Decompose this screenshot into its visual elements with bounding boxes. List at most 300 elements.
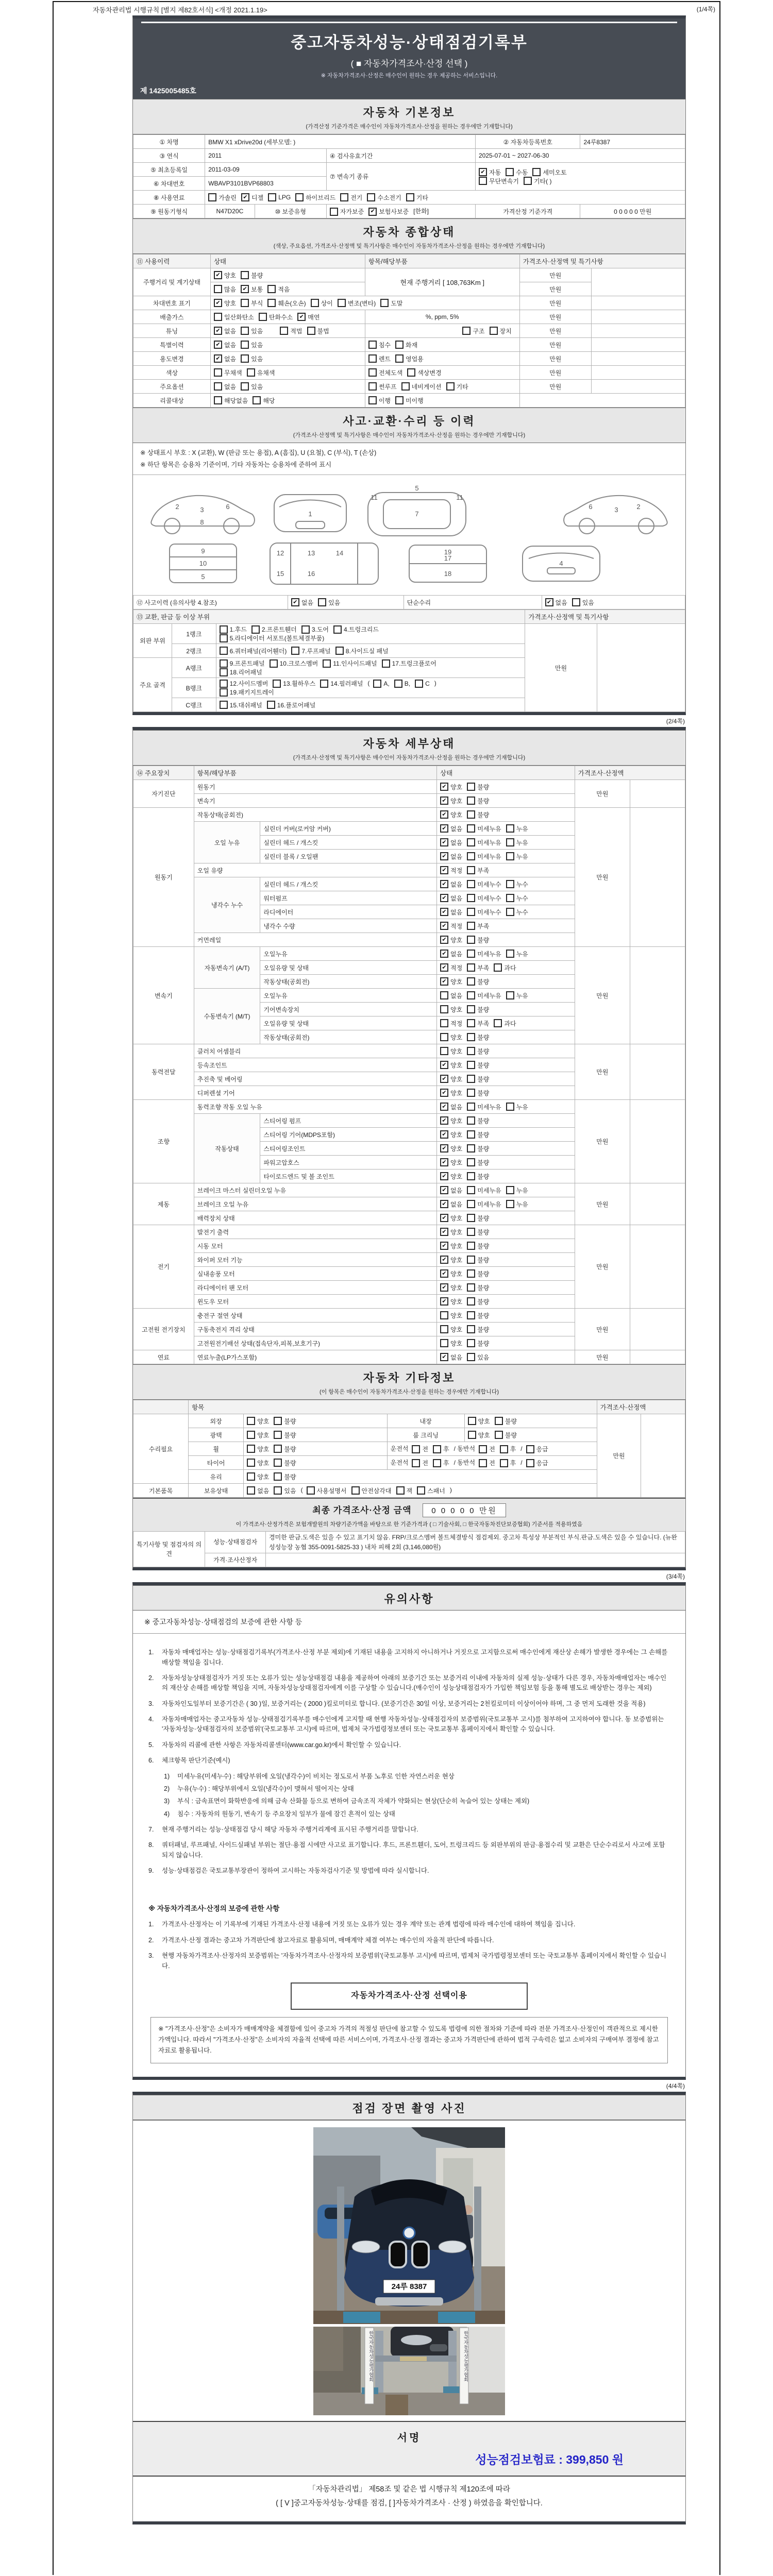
checkbox-option[interactable] [307,1486,347,1495]
checked-checkbox-icon[interactable]: ✔ [214,327,222,335]
checkbox-option[interactable] [526,1445,548,1453]
checkbox-option[interactable] [468,1417,490,1426]
checkbox-option[interactable] [440,1103,462,1111]
unchecked-checkbox-icon[interactable] [467,977,475,986]
checkbox-option[interactable] [467,1339,489,1348]
unchecked-checkbox-icon[interactable] [208,193,216,201]
checkbox-option[interactable] [494,963,516,972]
checkbox-option[interactable] [467,1353,489,1362]
checkbox-option[interactable] [295,193,335,202]
checkbox-option[interactable] [247,1472,269,1481]
checkbox-option[interactable] [440,1186,462,1195]
checkbox-option[interactable] [446,382,468,391]
checked-checkbox-icon[interactable]: ✔ [440,1228,448,1236]
checkbox-option[interactable] [506,852,528,861]
unchecked-checkbox-icon[interactable] [280,327,288,335]
unchecked-checkbox-icon[interactable] [467,894,475,902]
checkbox-option[interactable] [220,625,247,634]
checkbox-option[interactable] [267,285,290,294]
unchecked-checkbox-icon[interactable] [311,299,319,307]
checkbox-option[interactable] [490,327,512,335]
checkbox-option[interactable] [467,880,501,889]
unchecked-checkbox-icon[interactable] [467,1186,475,1194]
checked-checkbox-icon[interactable]: ✔ [440,1130,448,1139]
checkbox-option[interactable] [368,382,397,391]
checkbox-option[interactable] [506,1200,528,1209]
checkbox-option[interactable] [479,177,519,185]
unchecked-checkbox-icon[interactable] [338,299,346,307]
checkbox-option[interactable] [467,1172,489,1181]
unchecked-checkbox-icon[interactable] [467,866,475,874]
checkbox-option[interactable] [506,168,528,177]
checkbox-option[interactable] [506,838,528,847]
checked-checkbox-icon[interactable]: ✔ [479,168,487,176]
checkbox-option[interactable] [241,285,263,294]
checked-checkbox-icon[interactable]: ✔ [440,1144,448,1153]
unchecked-checkbox-icon[interactable] [506,852,514,860]
unchecked-checkbox-icon[interactable] [241,341,249,349]
unchecked-checkbox-icon[interactable] [467,1228,475,1236]
checkbox-option[interactable] [273,679,315,688]
checkbox-option[interactable] [396,1486,413,1495]
checkbox-option[interactable] [440,1144,462,1153]
checkbox-option[interactable] [220,701,262,709]
checkbox-option[interactable] [367,193,401,202]
checkbox-option[interactable] [440,1311,462,1320]
checkbox-option[interactable] [291,598,313,607]
checked-checkbox-icon[interactable]: ✔ [440,1075,448,1083]
checked-checkbox-icon[interactable]: ✔ [440,810,448,819]
unchecked-checkbox-icon[interactable] [467,852,475,860]
unchecked-checkbox-icon[interactable] [335,647,344,655]
unchecked-checkbox-icon[interactable] [274,1486,282,1495]
checkbox-option[interactable] [467,852,501,861]
checkbox-option[interactable] [440,838,462,847]
checkbox-option[interactable] [506,950,528,958]
checkbox-option[interactable] [467,1103,501,1111]
unchecked-checkbox-icon[interactable] [247,1486,255,1495]
checkbox-option[interactable] [440,950,462,958]
unchecked-checkbox-icon[interactable] [241,354,249,363]
unchecked-checkbox-icon[interactable] [214,382,222,391]
unchecked-checkbox-icon[interactable] [368,382,377,391]
checkbox-option[interactable] [440,1047,462,1056]
unchecked-checkbox-icon[interactable] [267,299,276,307]
unchecked-checkbox-icon[interactable] [467,1172,475,1180]
checkbox-option[interactable] [241,354,263,363]
unchecked-checkbox-icon[interactable] [253,396,261,404]
checkbox-option[interactable] [467,1116,489,1125]
unchecked-checkbox-icon[interactable] [395,341,404,349]
checkbox-option[interactable] [297,313,320,321]
unchecked-checkbox-icon[interactable] [433,1459,441,1467]
unchecked-checkbox-icon[interactable] [295,193,304,201]
checkbox-option[interactable] [368,341,391,349]
checkbox-option[interactable] [247,368,275,377]
unchecked-checkbox-icon[interactable] [467,922,475,930]
unchecked-checkbox-icon[interactable] [467,880,475,888]
checked-checkbox-icon[interactable]: ✔ [440,838,448,846]
unchecked-checkbox-icon[interactable] [274,1445,282,1453]
checkbox-option[interactable] [467,1186,501,1195]
checkbox-option[interactable] [330,207,364,216]
checkbox-option[interactable] [467,1228,489,1236]
unchecked-checkbox-icon[interactable] [495,1417,503,1425]
checkbox-option[interactable] [440,1130,462,1139]
unchecked-checkbox-icon[interactable] [467,1075,475,1083]
checkbox-option[interactable] [440,991,462,1000]
unchecked-checkbox-icon[interactable] [291,647,299,655]
checkbox-option[interactable] [500,1459,516,1467]
checkbox-option[interactable] [440,1269,462,1278]
checkbox-option[interactable] [333,625,379,634]
unchecked-checkbox-icon[interactable] [440,1325,448,1333]
checked-checkbox-icon[interactable]: ✔ [440,783,448,791]
checkbox-option[interactable] [495,1431,517,1439]
unchecked-checkbox-icon[interactable] [500,1459,508,1467]
checkbox-option[interactable] [440,880,462,889]
checkbox-option[interactable] [467,1242,489,1250]
checkbox-option[interactable] [401,382,442,391]
checkbox-option[interactable] [382,659,436,668]
checkbox-option[interactable] [506,824,528,833]
checkbox-option[interactable] [241,327,263,335]
unchecked-checkbox-icon[interactable] [273,680,281,688]
checkbox-option[interactable] [440,922,462,930]
checkbox-option[interactable] [440,1019,462,1028]
checkbox-option[interactable] [241,193,263,202]
checkbox-option[interactable] [247,1486,269,1495]
checkbox-option[interactable] [467,908,501,917]
checked-checkbox-icon[interactable]: ✔ [440,1214,448,1222]
unchecked-checkbox-icon[interactable] [467,1214,475,1222]
unchecked-checkbox-icon[interactable] [368,396,377,404]
checkbox-option[interactable] [274,1445,296,1453]
unchecked-checkbox-icon[interactable] [467,1019,475,1027]
checkbox-option[interactable] [440,1256,462,1264]
checkbox-option[interactable] [440,1061,462,1070]
checkbox-option[interactable] [479,1445,495,1453]
checkbox-option[interactable] [241,382,263,391]
checkbox-option[interactable] [335,647,389,655]
checkbox-option[interactable] [467,1297,489,1306]
checked-checkbox-icon[interactable]: ✔ [440,1297,448,1306]
checkbox-option[interactable] [220,647,287,655]
unchecked-checkbox-icon[interactable] [467,1116,475,1125]
checkbox-option[interactable] [440,1075,462,1083]
unchecked-checkbox-icon[interactable] [247,368,255,377]
checkbox-option[interactable] [318,598,340,607]
unchecked-checkbox-icon[interactable] [351,1486,360,1495]
checkbox-option[interactable] [368,207,409,216]
checked-checkbox-icon[interactable]: ✔ [368,208,377,216]
checked-checkbox-icon[interactable]: ✔ [440,1353,448,1361]
checkbox-option[interactable] [467,963,489,972]
unchecked-checkbox-icon[interactable] [467,1283,475,1292]
checkbox-option[interactable] [479,1459,495,1467]
checkbox-option[interactable] [506,1103,528,1111]
unchecked-checkbox-icon[interactable] [373,680,381,688]
checkbox-option[interactable] [340,193,362,202]
checkbox-option[interactable] [462,327,484,335]
checkbox-option[interactable] [214,313,254,321]
checkbox-option[interactable] [440,1214,462,1223]
checkbox-option[interactable] [440,866,462,875]
unchecked-checkbox-icon[interactable] [440,1047,448,1055]
checkbox-option[interactable] [247,1445,269,1453]
unchecked-checkbox-icon[interactable] [532,168,541,176]
unchecked-checkbox-icon[interactable] [214,285,222,293]
unchecked-checkbox-icon[interactable] [467,908,475,916]
checked-checkbox-icon[interactable]: ✔ [241,193,249,201]
checkbox-option[interactable] [467,866,489,875]
checkbox-option[interactable] [506,880,528,889]
checkbox-option[interactable] [467,810,489,819]
checkbox-option[interactable] [395,396,424,405]
unchecked-checkbox-icon[interactable] [467,1158,475,1166]
checked-checkbox-icon[interactable]: ✔ [440,963,448,972]
checkbox-option[interactable] [467,922,489,930]
checkbox-option[interactable] [433,1459,449,1467]
unchecked-checkbox-icon[interactable] [467,1005,475,1013]
unchecked-checkbox-icon[interactable] [368,368,377,377]
unchecked-checkbox-icon[interactable] [467,1297,475,1306]
checkbox-option[interactable] [467,1269,489,1278]
unchecked-checkbox-icon[interactable] [467,796,475,805]
checkbox-option[interactable] [506,1186,528,1195]
unchecked-checkbox-icon[interactable] [214,396,222,404]
unchecked-checkbox-icon[interactable] [506,991,514,999]
unchecked-checkbox-icon[interactable] [462,327,470,335]
checkbox-option[interactable] [338,299,376,308]
checkbox-option[interactable] [267,701,316,709]
checkbox-option[interactable] [380,299,402,308]
unchecked-checkbox-icon[interactable] [307,327,315,335]
checkbox-option[interactable] [467,783,489,791]
checkbox-option[interactable] [494,1019,516,1028]
checkbox-option[interactable] [545,598,567,607]
checkbox-option[interactable] [395,354,424,363]
checkbox-option[interactable] [524,177,552,185]
checked-checkbox-icon[interactable]: ✔ [440,1200,448,1208]
checkbox-option[interactable] [467,1214,489,1223]
unchecked-checkbox-icon[interactable] [259,313,267,321]
unchecked-checkbox-icon[interactable] [467,1339,475,1347]
checkbox-option[interactable] [268,193,291,201]
checked-checkbox-icon[interactable]: ✔ [440,1242,448,1250]
checkbox-option[interactable] [467,824,501,833]
checkbox-option[interactable] [291,647,330,655]
checkbox-option[interactable] [440,783,462,791]
checked-checkbox-icon[interactable]: ✔ [440,894,448,902]
unchecked-checkbox-icon[interactable] [274,1417,282,1425]
unchecked-checkbox-icon[interactable] [506,1186,514,1194]
unchecked-checkbox-icon[interactable] [506,950,514,958]
checkbox-option[interactable] [467,1311,489,1320]
unchecked-checkbox-icon[interactable] [401,382,410,391]
unchecked-checkbox-icon[interactable] [412,1459,420,1467]
unchecked-checkbox-icon[interactable] [247,1472,255,1481]
checkbox-option[interactable] [468,1431,490,1439]
checked-checkbox-icon[interactable]: ✔ [214,299,222,307]
checked-checkbox-icon[interactable]: ✔ [297,313,306,321]
unchecked-checkbox-icon[interactable] [506,1103,514,1111]
checkbox-option[interactable] [417,1486,445,1495]
unchecked-checkbox-icon[interactable] [367,193,375,201]
unchecked-checkbox-icon[interactable] [368,341,377,349]
checked-checkbox-icon[interactable]: ✔ [440,1172,448,1180]
checked-checkbox-icon[interactable]: ✔ [440,866,448,874]
checkbox-option[interactable] [440,1005,462,1014]
unchecked-checkbox-icon[interactable] [467,1089,475,1097]
unchecked-checkbox-icon[interactable] [440,1019,448,1027]
unchecked-checkbox-icon[interactable] [220,701,228,709]
unchecked-checkbox-icon[interactable] [220,680,228,688]
unchecked-checkbox-icon[interactable] [467,1144,475,1153]
checkbox-option[interactable] [247,1431,269,1439]
unchecked-checkbox-icon[interactable] [320,680,328,688]
unchecked-checkbox-icon[interactable] [467,1256,475,1264]
unchecked-checkbox-icon[interactable] [407,368,415,377]
unchecked-checkbox-icon[interactable] [467,1061,475,1069]
checkbox-option[interactable] [267,299,306,308]
checked-checkbox-icon[interactable]: ✔ [214,341,222,349]
unchecked-checkbox-icon[interactable] [467,810,475,819]
checked-checkbox-icon[interactable]: ✔ [214,271,222,279]
checked-checkbox-icon[interactable]: ✔ [440,1103,448,1111]
unchecked-checkbox-icon[interactable] [406,193,414,201]
checkbox-option[interactable] [440,1297,462,1306]
checkbox-option[interactable] [323,659,377,668]
checkbox-option[interactable] [532,168,566,177]
checkbox-option[interactable] [440,977,462,986]
checkbox-option[interactable] [247,1417,269,1426]
unchecked-checkbox-icon[interactable] [274,1431,282,1439]
checkbox-option[interactable] [440,852,462,861]
unchecked-checkbox-icon[interactable] [467,936,475,944]
checked-checkbox-icon[interactable]: ✔ [440,1256,448,1264]
unchecked-checkbox-icon[interactable] [479,1445,487,1453]
checkbox-option[interactable] [301,625,329,634]
checked-checkbox-icon[interactable]: ✔ [440,824,448,833]
unchecked-checkbox-icon[interactable] [307,1486,315,1495]
checkbox-option[interactable] [433,1445,449,1453]
checkbox-option[interactable] [220,679,268,688]
checkbox-option[interactable] [467,991,501,1000]
checked-checkbox-icon[interactable]: ✔ [440,908,448,916]
checkbox-option[interactable] [440,1116,462,1125]
checkbox-option[interactable] [440,1283,462,1292]
checkbox-option[interactable] [467,1200,501,1209]
checkbox-option[interactable] [467,977,489,986]
checkbox-option[interactable] [214,271,236,280]
unchecked-checkbox-icon[interactable] [396,1486,405,1495]
unchecked-checkbox-icon[interactable] [526,1459,534,1467]
checkbox-option[interactable] [270,659,318,668]
checkbox-option[interactable] [467,1325,489,1334]
checkbox-option[interactable] [526,1459,548,1467]
unchecked-checkbox-icon[interactable] [247,1459,255,1467]
checkbox-option[interactable] [440,1228,462,1236]
checkbox-option[interactable] [274,1486,296,1495]
checked-checkbox-icon[interactable]: ✔ [440,880,448,888]
checkbox-option[interactable] [440,1172,462,1181]
checkbox-option[interactable] [368,396,391,405]
checkbox-option[interactable] [467,1075,489,1083]
unchecked-checkbox-icon[interactable] [467,1047,475,1055]
checkbox-option[interactable] [274,1417,296,1426]
checked-checkbox-icon[interactable]: ✔ [440,1061,448,1069]
unchecked-checkbox-icon[interactable] [241,299,249,307]
checked-checkbox-icon[interactable]: ✔ [291,598,299,606]
checkbox-option[interactable] [274,1459,296,1467]
checked-checkbox-icon[interactable]: ✔ [440,796,448,805]
unchecked-checkbox-icon[interactable] [467,950,475,958]
checkbox-option[interactable] [440,908,462,917]
unchecked-checkbox-icon[interactable] [340,193,348,201]
checkbox-option[interactable] [274,1472,296,1481]
checked-checkbox-icon[interactable]: ✔ [440,1269,448,1278]
unchecked-checkbox-icon[interactable] [494,963,502,972]
checkbox-option[interactable] [253,396,275,405]
unchecked-checkbox-icon[interactable] [440,991,448,999]
checkbox-option[interactable] [208,193,237,202]
unchecked-checkbox-icon[interactable] [468,1431,476,1439]
unchecked-checkbox-icon[interactable] [220,647,228,655]
unchecked-checkbox-icon[interactable] [467,824,475,833]
checkbox-option[interactable] [320,679,363,688]
checkbox-option[interactable] [307,327,329,335]
checkbox-option[interactable] [467,1256,489,1264]
unchecked-checkbox-icon[interactable] [394,680,402,688]
checkbox-option[interactable] [467,1005,489,1014]
unchecked-checkbox-icon[interactable] [506,824,514,833]
checkbox-option[interactable] [440,1200,462,1209]
checkbox-option[interactable] [440,796,462,805]
unchecked-checkbox-icon[interactable] [524,177,532,185]
checkbox-option[interactable] [214,299,236,308]
unchecked-checkbox-icon[interactable] [318,598,326,606]
checkbox-option[interactable] [412,1459,428,1467]
unchecked-checkbox-icon[interactable] [214,368,222,377]
unchecked-checkbox-icon[interactable] [467,1353,475,1361]
checked-checkbox-icon[interactable]: ✔ [440,936,448,944]
checkbox-option[interactable] [479,168,501,177]
checkbox-option[interactable] [467,936,489,944]
checkbox-option[interactable] [214,354,236,363]
checkbox-option[interactable] [440,1353,462,1362]
unchecked-checkbox-icon[interactable] [274,1459,282,1467]
checkbox-option[interactable] [467,1283,489,1292]
checked-checkbox-icon[interactable]: ✔ [241,285,249,293]
checkbox-option[interactable] [406,193,428,202]
unchecked-checkbox-icon[interactable] [323,659,331,668]
checkbox-option[interactable] [495,1417,517,1426]
checkbox-option[interactable] [415,680,430,688]
unchecked-checkbox-icon[interactable] [506,908,514,916]
unchecked-checkbox-icon[interactable] [467,1200,475,1208]
checkbox-option[interactable] [506,991,528,1000]
checkbox-option[interactable] [214,396,248,405]
checked-checkbox-icon[interactable]: ✔ [440,1158,448,1166]
unchecked-checkbox-icon[interactable] [270,659,278,668]
unchecked-checkbox-icon[interactable] [506,168,514,176]
unchecked-checkbox-icon[interactable] [467,963,475,972]
checkbox-option[interactable] [407,368,441,377]
unchecked-checkbox-icon[interactable] [440,1005,448,1013]
unchecked-checkbox-icon[interactable] [506,880,514,888]
unchecked-checkbox-icon[interactable] [467,1130,475,1139]
